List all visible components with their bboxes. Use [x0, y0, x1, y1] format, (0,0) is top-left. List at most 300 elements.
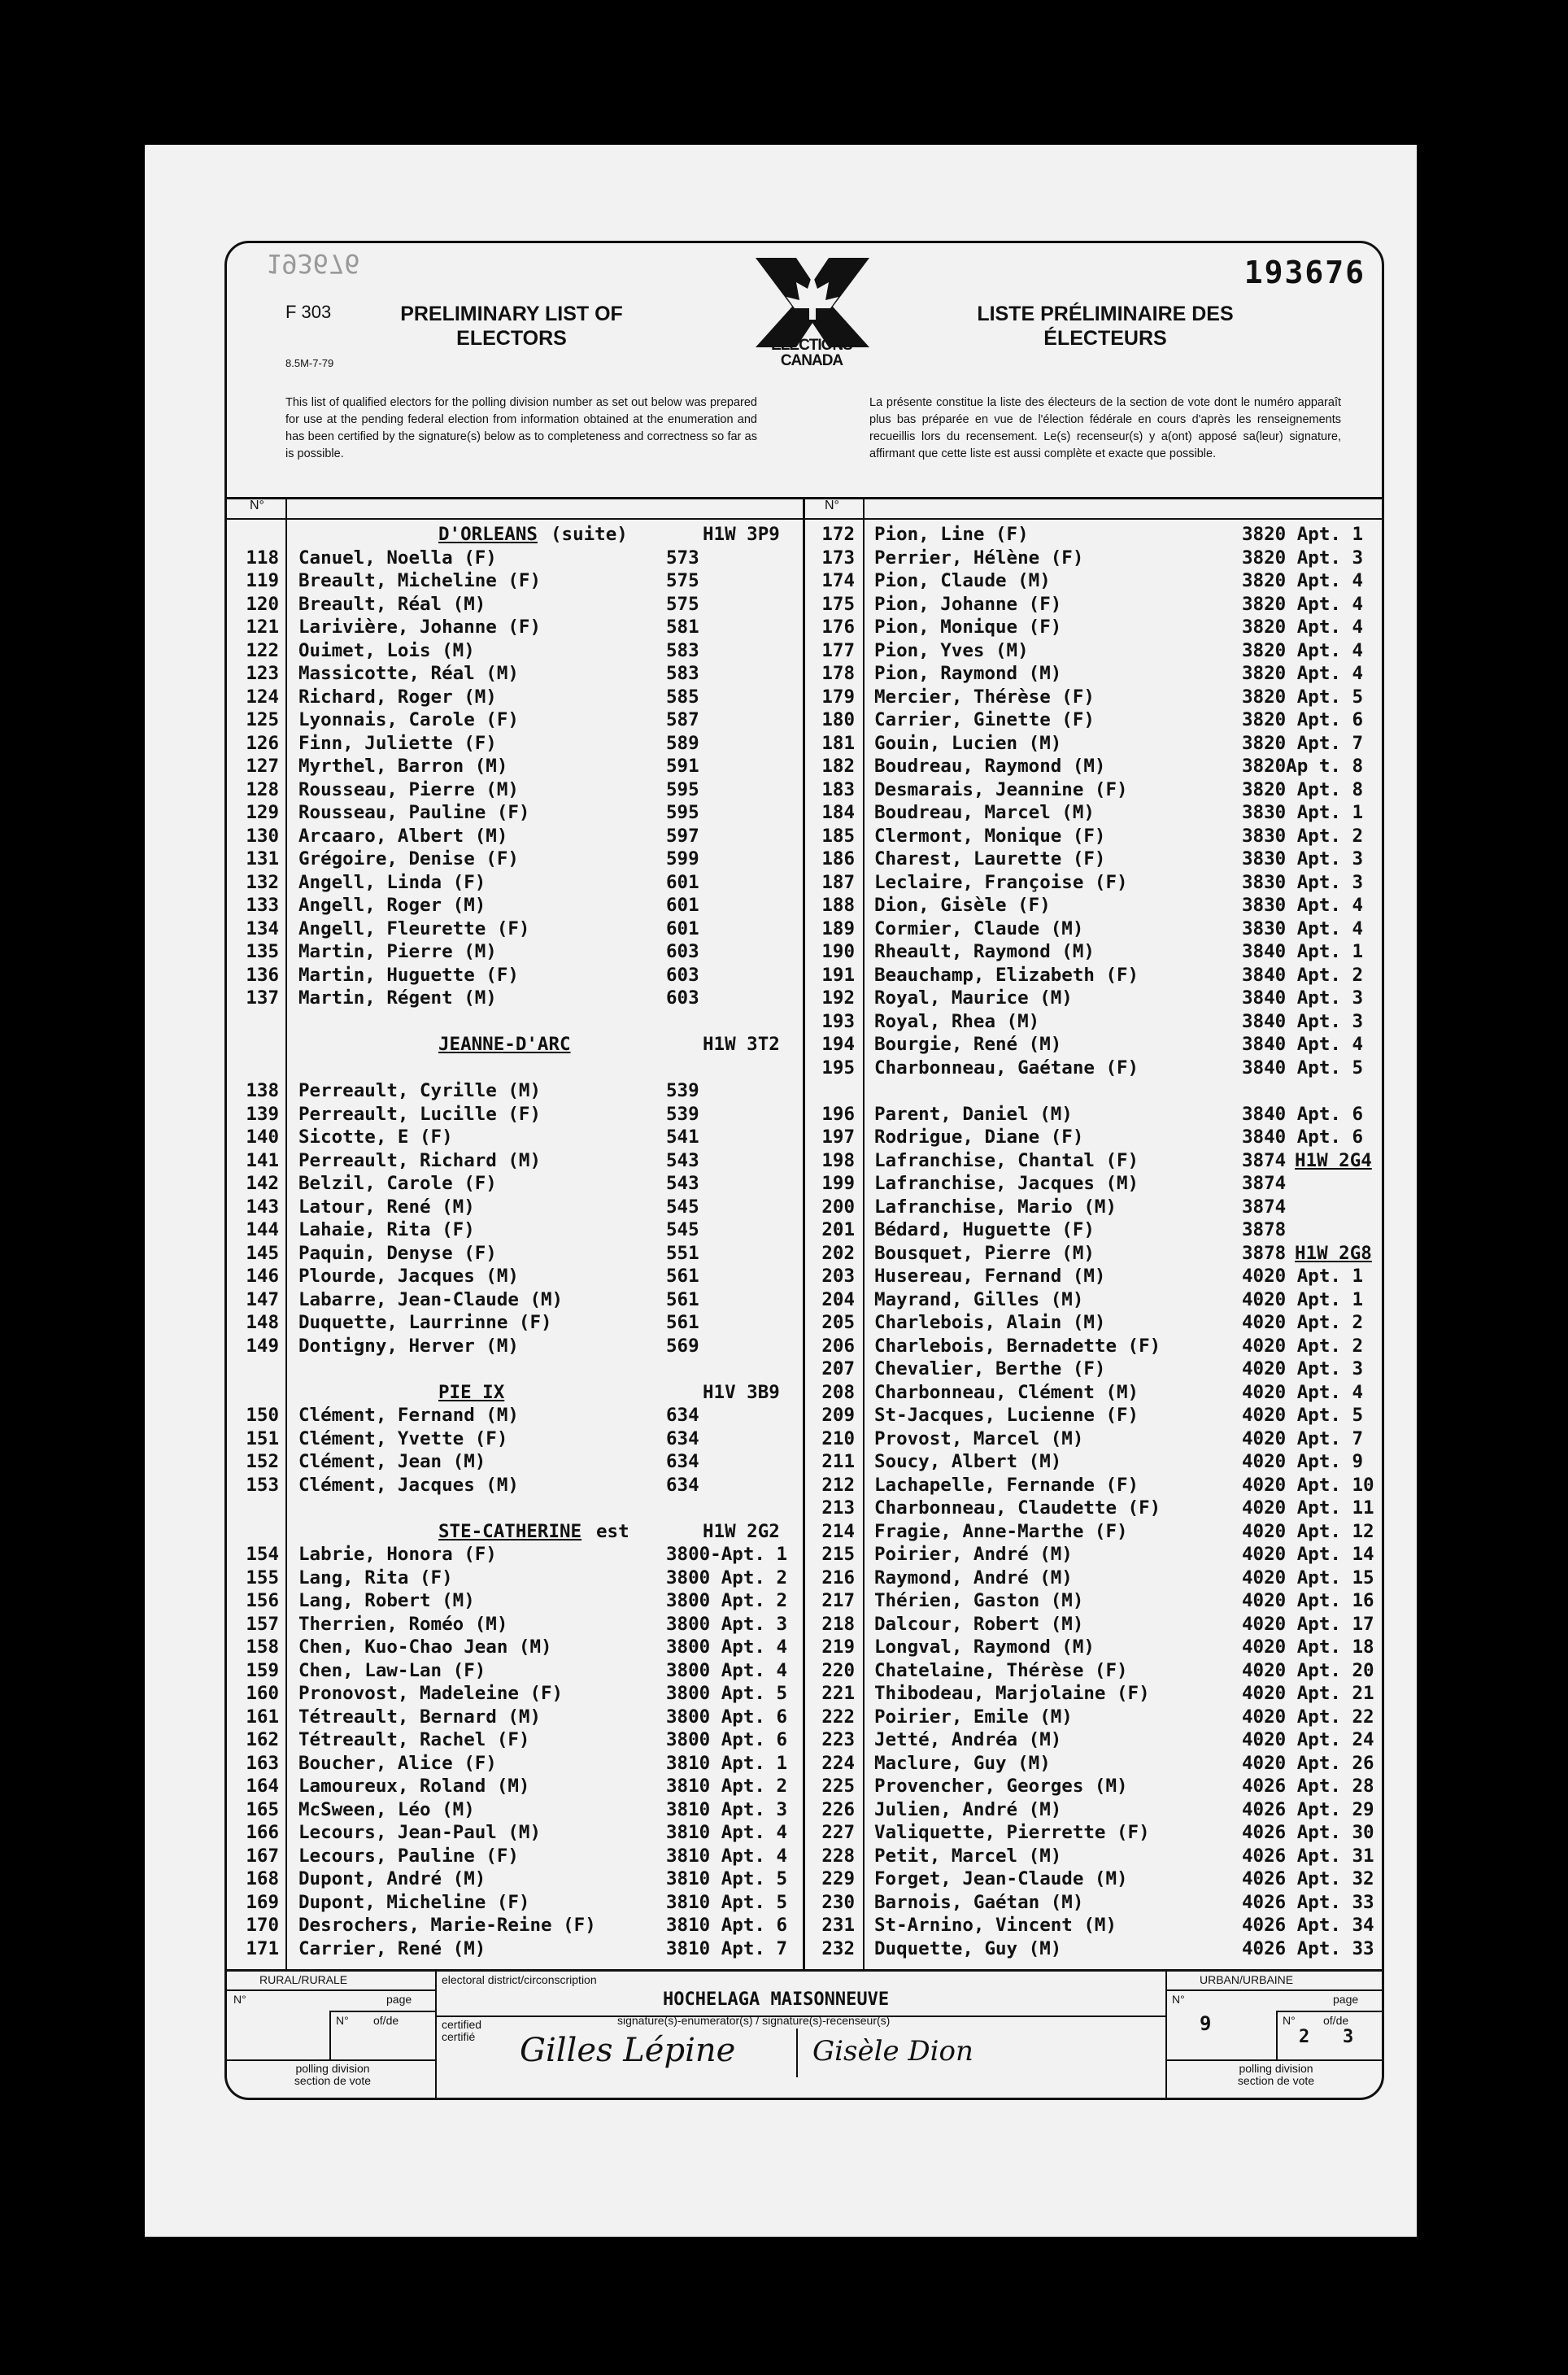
elector-number: 185 — [821, 825, 855, 847]
elector-number: 122 — [246, 639, 279, 661]
elector-number: 143 — [246, 1196, 279, 1218]
elector-name: Latour, René (M) — [298, 1196, 475, 1218]
elector-number: 180 — [821, 709, 855, 730]
elector-number: 157 — [246, 1613, 279, 1635]
elector-address: 3840 Apt. 2 — [1242, 964, 1364, 986]
elector-name: Myrthel, Barron (M) — [298, 756, 508, 777]
rural-polling-division — [276, 2063, 390, 2087]
elector-number: 172 — [821, 524, 855, 545]
elector-row — [227, 964, 796, 987]
elector-name: McSween, Léo (M) — [298, 1798, 475, 1820]
elector-address: 3810 Apt. 7 — [666, 1937, 788, 1959]
elector-row — [227, 1427, 796, 1451]
ghost-serial: 193676 — [266, 248, 360, 279]
elector-address: 4020 Apt. 10 — [1242, 1474, 1374, 1496]
footer-block — [227, 1969, 1382, 2100]
elector-address: 589 — [666, 732, 699, 754]
blank-line — [227, 1497, 796, 1520]
elector-number: 220 — [821, 1659, 855, 1681]
elector-name: Grégoire, Denise (F) — [298, 848, 519, 869]
elector-number: 201 — [821, 1219, 855, 1240]
elector-name: Perreault, Cyrille (M) — [298, 1080, 542, 1101]
elector-address: 3820 Apt. 8 — [1242, 778, 1364, 800]
elector-row — [227, 1706, 796, 1729]
elector-number: 126 — [246, 732, 279, 754]
rural-page-no-label: N° — [336, 2014, 349, 2027]
elector-name: Lamoureux, Roland (M) — [298, 1776, 530, 1797]
urban-page-number: 2 — [1299, 2027, 1310, 2047]
elector-row — [803, 894, 1372, 917]
elector-row — [803, 1265, 1372, 1288]
elector-address: 561 — [666, 1266, 699, 1287]
elector-name: Carrier, Ginette (F) — [874, 709, 1095, 730]
elector-address: 4020 Apt. 24 — [1242, 1729, 1374, 1750]
rural-bottom-rule — [227, 2059, 435, 2061]
elector-number: 131 — [246, 848, 279, 869]
postal-code-note: H1W 2G4 — [1295, 1149, 1372, 1171]
elector-number: 181 — [821, 732, 855, 754]
elector-row — [803, 1149, 1372, 1173]
elector-name: Raymond, André (M) — [874, 1567, 1073, 1588]
elector-name: Sicotte, E (F) — [298, 1126, 453, 1148]
elector-row — [803, 569, 1372, 593]
elector-address: 599 — [666, 848, 699, 869]
elector-row — [227, 1752, 796, 1776]
elector-number: 205 — [821, 1312, 855, 1333]
elector-name: Paquin, Denyse (F) — [298, 1242, 497, 1264]
elector-address: 575 — [666, 593, 699, 615]
elector-address: 634 — [666, 1427, 699, 1449]
elector-row — [227, 1079, 796, 1103]
elector-row — [227, 894, 796, 917]
elector-row — [227, 778, 796, 802]
elector-number: 133 — [246, 895, 279, 916]
elector-row — [227, 732, 796, 756]
elector-name: Fragie, Anne-Marthe (F) — [874, 1520, 1128, 1542]
elector-row — [227, 569, 796, 593]
elector-row — [227, 917, 796, 941]
postal-code: H1V 3B9 — [703, 1381, 780, 1403]
elector-number: 190 — [821, 941, 855, 962]
elector-address: 573 — [666, 547, 699, 569]
elector-address: 3810 Apt. 4 — [666, 1845, 788, 1867]
elector-row — [803, 547, 1372, 570]
street-suffix: (suite) — [551, 524, 628, 545]
elector-name: Pion, Monique (F) — [874, 617, 1062, 638]
elector-address: 4020 Apt. 15 — [1242, 1567, 1374, 1588]
elector-address: 587 — [666, 709, 699, 730]
elector-number: 119 — [246, 570, 279, 591]
street-section-heading — [227, 1381, 796, 1405]
elector-address: 3820 Apt. 4 — [1242, 570, 1364, 591]
elector-number: 140 — [246, 1126, 279, 1148]
elector-address: 3874 — [1242, 1173, 1287, 1194]
elector-name: Lafranchise, Mario (M) — [874, 1196, 1117, 1218]
elector-address: 583 — [666, 639, 699, 661]
elector-name: Lecours, Pauline (F) — [298, 1845, 519, 1867]
elector-name: Petit, Marcel (M) — [874, 1845, 1062, 1867]
elector-row — [227, 1891, 796, 1915]
elector-row — [803, 1474, 1372, 1497]
elector-row — [803, 940, 1372, 964]
elector-address: 3810 Apt. 4 — [666, 1822, 788, 1843]
elector-address: 4026 Apt. 33 — [1242, 1937, 1374, 1959]
enumerator-signature-2: Gisèle Dion — [812, 2035, 973, 2068]
elector-name: Lahaie, Rita (F) — [298, 1219, 475, 1240]
elector-name: Lafranchise, Chantal (F) — [874, 1149, 1139, 1171]
elector-address: 4020 Apt. 4 — [1242, 1381, 1364, 1403]
elector-row — [803, 1311, 1372, 1335]
form-print-code: 8.5M-7-79 — [285, 357, 334, 369]
street-name: JEANNE-D'ARC — [438, 1034, 571, 1055]
title-english: PRELIMINARY LIST OF ELECTORS — [400, 303, 623, 350]
elector-name: Angell, Roger (M) — [298, 895, 486, 916]
elector-row — [803, 1775, 1372, 1798]
elector-row — [803, 1357, 1372, 1381]
elector-row — [803, 593, 1372, 617]
elector-number: 217 — [821, 1590, 855, 1611]
elector-address: 601 — [666, 895, 699, 916]
elector-number: 200 — [821, 1196, 855, 1218]
elector-number: 139 — [246, 1103, 279, 1125]
elector-number: 221 — [821, 1683, 855, 1704]
elector-address: 4020 Apt. 17 — [1242, 1613, 1374, 1635]
elector-name: Boudreau, Raymond (M) — [874, 756, 1106, 777]
elector-address: 575 — [666, 570, 699, 591]
elector-address: 3820 Apt. 3 — [1242, 547, 1364, 569]
elector-name: Dupont, André (M) — [298, 1868, 486, 1889]
elector-name: Massicotte, Réal (M) — [298, 663, 519, 684]
elector-number: 159 — [246, 1659, 279, 1681]
elector-address: 3800 Apt. 5 — [666, 1683, 788, 1704]
elector-address: 4020 Apt. 20 — [1242, 1659, 1374, 1681]
rural-label: RURAL/RURALE — [259, 1973, 348, 1986]
elector-name: Tétreault, Rachel (F) — [298, 1729, 530, 1750]
electoral-district-label: electoral district/circonscription — [442, 1973, 597, 1986]
elector-row — [803, 1404, 1372, 1427]
left-elector-column — [227, 523, 796, 1960]
elector-name: Rheault, Raymond (M) — [874, 941, 1095, 962]
elector-address: 543 — [666, 1173, 699, 1194]
elector-name: Maclure, Guy (M) — [874, 1752, 1051, 1774]
elector-name: Clément, Jacques (M) — [298, 1474, 519, 1496]
elector-name: Barnois, Gaétan (M) — [874, 1891, 1084, 1913]
elector-address: 634 — [666, 1474, 699, 1496]
elector-name: Mayrand, Gilles (M) — [874, 1288, 1084, 1310]
elector-name: Perreault, Lucille (F) — [298, 1103, 542, 1125]
elector-address: 3810 Apt. 5 — [666, 1891, 788, 1913]
elector-row — [227, 593, 796, 617]
elector-number: 121 — [246, 617, 279, 638]
elector-address: 4026 Apt. 30 — [1242, 1822, 1374, 1843]
elector-number: 189 — [821, 917, 855, 939]
elector-name: Longval, Raymond (M) — [874, 1636, 1095, 1658]
elector-number: 130 — [246, 825, 279, 847]
elector-row — [227, 1589, 796, 1613]
elector-number: 137 — [246, 987, 279, 1009]
elector-number: 150 — [246, 1405, 279, 1426]
elector-number: 214 — [821, 1520, 855, 1542]
elector-row — [227, 708, 796, 732]
elector-name: Cormier, Claude (M) — [874, 917, 1084, 939]
elector-row — [803, 686, 1372, 709]
elector-address: 634 — [666, 1405, 699, 1426]
certified-fr: certifié — [442, 2030, 476, 2043]
elector-row — [803, 1728, 1372, 1752]
blank-line — [227, 1057, 796, 1080]
elector-name: Charlebois, Alain (M) — [874, 1312, 1106, 1333]
elector-row — [227, 1659, 796, 1683]
elector-address: 4020 Apt. 2 — [1242, 1312, 1364, 1333]
elector-row — [803, 1497, 1372, 1520]
elector-row — [227, 1543, 796, 1567]
elector-name: Breault, Micheline (F) — [298, 570, 542, 591]
elector-name: Canuel, Noella (F) — [298, 547, 497, 569]
elector-row — [227, 1218, 796, 1242]
elector-row — [803, 1891, 1372, 1915]
elector-row — [227, 1103, 796, 1126]
elector-number: 120 — [246, 593, 279, 615]
elector-number: 164 — [246, 1776, 279, 1797]
elector-address: 3840 Apt. 6 — [1242, 1126, 1364, 1148]
elector-address: 3820Ap t. 8 — [1242, 756, 1364, 777]
elector-row — [803, 871, 1372, 895]
elector-name: Pion, Line (F) — [874, 524, 1029, 545]
elector-row — [803, 1520, 1372, 1544]
elector-number: 219 — [821, 1636, 855, 1658]
elector-address: 541 — [666, 1126, 699, 1148]
elector-address: 3810 Apt. 5 — [666, 1868, 788, 1889]
elector-address: 3800-Apt. 1 — [666, 1544, 788, 1565]
logo-wordmark — [726, 338, 897, 368]
rural-polling-division-en: polling division — [295, 2062, 370, 2075]
elector-address: 3830 Apt. 4 — [1242, 917, 1364, 939]
elector-address: 3800 Apt. 2 — [666, 1567, 788, 1588]
elector-row — [227, 1288, 796, 1312]
elector-name: Clément, Jean (M) — [298, 1451, 486, 1472]
elector-name: Husereau, Fernand (M) — [874, 1266, 1106, 1287]
elector-address: 545 — [666, 1219, 699, 1240]
elector-number: 173 — [821, 547, 855, 569]
elector-address: 3800 Apt. 6 — [666, 1729, 788, 1750]
elector-number: 229 — [821, 1868, 855, 1889]
elector-name: Perrier, Hélène (F) — [874, 547, 1084, 569]
elector-address: 3830 Apt. 3 — [1242, 848, 1364, 869]
blank-line — [227, 1010, 796, 1034]
elector-address: 3820 Apt. 4 — [1242, 663, 1364, 684]
postal-code: H1W 3P9 — [703, 524, 780, 545]
elector-number: 204 — [821, 1288, 855, 1310]
elector-number: 228 — [821, 1845, 855, 1867]
elector-name: Poirier, Emile (M) — [874, 1706, 1073, 1728]
elector-number: 158 — [246, 1636, 279, 1658]
street-suffix: est — [596, 1520, 629, 1542]
elector-name: Jetté, Andréa (M) — [874, 1729, 1062, 1750]
elector-name: Lecours, Jean-Paul (M) — [298, 1822, 542, 1843]
elector-name: Provost, Marcel (M) — [874, 1427, 1084, 1449]
elector-address: 3878 — [1242, 1219, 1287, 1240]
elector-address: 4020 Apt. 22 — [1242, 1706, 1374, 1728]
rural-polling-division-fr: section de vote — [294, 2074, 372, 2087]
elector-number: 216 — [821, 1567, 855, 1588]
elector-address: 3830 Apt. 1 — [1242, 802, 1364, 823]
elector-row — [803, 1427, 1372, 1451]
elector-number: 230 — [821, 1891, 855, 1913]
elector-address: 561 — [666, 1312, 699, 1333]
elector-name: Lafranchise, Jacques (M) — [874, 1173, 1139, 1194]
elector-address: 3800 Apt. 4 — [666, 1659, 788, 1681]
urban-polling-division-en: polling division — [1239, 2062, 1313, 2075]
rural-rule — [227, 1989, 435, 1991]
elector-name: Duquette, Laurrinne (F) — [298, 1312, 552, 1333]
elector-row — [227, 1450, 796, 1474]
elector-number: 209 — [821, 1405, 855, 1426]
elector-address: 595 — [666, 802, 699, 823]
elector-address: 4020 Apt. 5 — [1242, 1405, 1364, 1426]
elector-row — [227, 871, 796, 895]
elector-row — [803, 1288, 1372, 1312]
elector-number: 182 — [821, 756, 855, 777]
elector-address: 4026 Apt. 32 — [1242, 1868, 1374, 1889]
elector-row — [803, 1752, 1372, 1776]
elector-number: 211 — [821, 1451, 855, 1472]
elector-row — [227, 1937, 796, 1961]
elector-address: 603 — [666, 987, 699, 1009]
elector-address: 4026 Apt. 33 — [1242, 1891, 1374, 1913]
elector-row — [803, 1682, 1372, 1706]
elector-row — [803, 1914, 1372, 1937]
elector-number: 153 — [246, 1474, 279, 1496]
signature-divider — [796, 2029, 798, 2077]
elector-row — [803, 1057, 1372, 1080]
elector-number: 163 — [246, 1752, 279, 1774]
elector-name: Duquette, Guy (M) — [874, 1937, 1062, 1959]
elector-row — [803, 1010, 1372, 1034]
elector-name: Ouimet, Lois (M) — [298, 639, 475, 661]
elector-name: Parent, Daniel (M) — [874, 1103, 1073, 1125]
elector-row — [803, 1218, 1372, 1242]
elector-row — [803, 1937, 1372, 1961]
street-section-heading — [227, 1033, 796, 1057]
elector-row — [227, 616, 796, 639]
elector-row — [803, 1126, 1372, 1149]
elector-address: 561 — [666, 1288, 699, 1310]
elector-number: 129 — [246, 802, 279, 823]
elector-address: 543 — [666, 1149, 699, 1171]
elector-number: 151 — [246, 1427, 279, 1449]
urban-label: URBAN/URBAINE — [1200, 1973, 1294, 1986]
elector-name: Dontigny, Herver (M) — [298, 1335, 519, 1357]
intro-english: This list of qualified electors for the polling division number as set out below was prepared for use at the pending federal election from information obtained at the enumeration and has been certified by the signature(s) below as to completeness and correctness so far as is possible. — [285, 396, 757, 460]
elector-number: 124 — [246, 686, 279, 708]
elector-number: 223 — [821, 1729, 855, 1750]
elector-row — [803, 1196, 1372, 1219]
elector-number: 202 — [821, 1242, 855, 1264]
elector-row — [803, 662, 1372, 686]
elector-row — [803, 1033, 1372, 1057]
elector-row — [803, 1172, 1372, 1196]
elector-number: 135 — [246, 941, 279, 962]
elector-number: 142 — [246, 1173, 279, 1194]
elector-number: 154 — [246, 1544, 279, 1565]
elector-row — [803, 1706, 1372, 1729]
elector-address: 3820 Apt. 1 — [1242, 524, 1364, 545]
elector-number: 225 — [821, 1776, 855, 1797]
elector-number: 213 — [821, 1497, 855, 1519]
elector-row — [803, 778, 1372, 802]
elector-name: Dion, Gisèle (F) — [874, 895, 1051, 916]
elector-number: 146 — [246, 1266, 279, 1287]
urban-no-label: N° — [1172, 1993, 1185, 2006]
elector-name: Charbonneau, Gaétane (F) — [874, 1057, 1139, 1079]
logo-word-canada: CANADA — [780, 352, 843, 369]
elector-name: Clément, Yvette (F) — [298, 1427, 508, 1449]
elector-address: 603 — [666, 964, 699, 986]
elector-number: 171 — [246, 1937, 279, 1959]
elector-row — [227, 755, 796, 778]
elector-name: Boudreau, Marcel (M) — [874, 802, 1095, 823]
elector-row — [803, 1845, 1372, 1868]
elector-number: 227 — [821, 1822, 855, 1843]
elector-row — [227, 662, 796, 686]
elector-number: 218 — [821, 1613, 855, 1635]
elector-number: 196 — [821, 1103, 855, 1125]
elector-number: 191 — [821, 964, 855, 986]
elector-name: Pronovost, Madeleine (F) — [298, 1683, 564, 1704]
right-no-header: N° — [825, 499, 839, 512]
street-name: PIE IX — [438, 1381, 505, 1403]
elector-address: 4020 Apt. 14 — [1242, 1544, 1374, 1565]
elector-row — [803, 987, 1372, 1010]
rural-no-label: N° — [233, 1993, 246, 2006]
elector-number: 198 — [821, 1149, 855, 1171]
elector-number: 118 — [246, 547, 279, 569]
elector-list-form — [224, 241, 1384, 2100]
urban-rule — [1165, 1989, 1382, 1991]
elector-name: Clément, Fernand (M) — [298, 1405, 519, 1426]
elector-number: 224 — [821, 1752, 855, 1774]
elector-row — [227, 1682, 796, 1706]
elector-name: Pion, Raymond (M) — [874, 663, 1062, 684]
postal-code: H1W 3T2 — [703, 1034, 780, 1055]
elector-number: 226 — [821, 1798, 855, 1820]
elector-row — [227, 1914, 796, 1937]
elector-number: 231 — [821, 1915, 855, 1936]
elector-number: 136 — [246, 964, 279, 986]
elector-name: Breault, Réal (M) — [298, 593, 486, 615]
elector-address: 545 — [666, 1196, 699, 1218]
elector-name: Chevalier, Berthe (F) — [874, 1358, 1106, 1379]
postal-code: H1W 2G2 — [703, 1520, 780, 1542]
elector-name: Julien, André (M) — [874, 1798, 1062, 1820]
elector-row — [227, 848, 796, 871]
right-elector-column — [803, 523, 1372, 1960]
elector-address: 551 — [666, 1242, 699, 1264]
enumerator-signature-1: Gilles Lépine — [520, 2032, 736, 2069]
elector-address: 3810 Apt. 3 — [666, 1798, 788, 1820]
urban-of-label: of/de — [1323, 2014, 1349, 2027]
elector-number: 168 — [246, 1868, 279, 1889]
elector-name: Valiquette, Pierrette (F) — [874, 1822, 1150, 1843]
elector-address: 4020 Apt. 1 — [1242, 1266, 1364, 1287]
urban-page-no-label: N° — [1283, 2014, 1296, 2027]
elector-row — [803, 1613, 1372, 1636]
elector-name: St-Arnino, Vincent (M) — [874, 1915, 1117, 1936]
elector-address: 539 — [666, 1080, 699, 1101]
elector-number: 125 — [246, 709, 279, 730]
elector-address: 4026 Apt. 29 — [1242, 1798, 1374, 1820]
elector-address: 3810 Apt. 6 — [666, 1915, 788, 1936]
